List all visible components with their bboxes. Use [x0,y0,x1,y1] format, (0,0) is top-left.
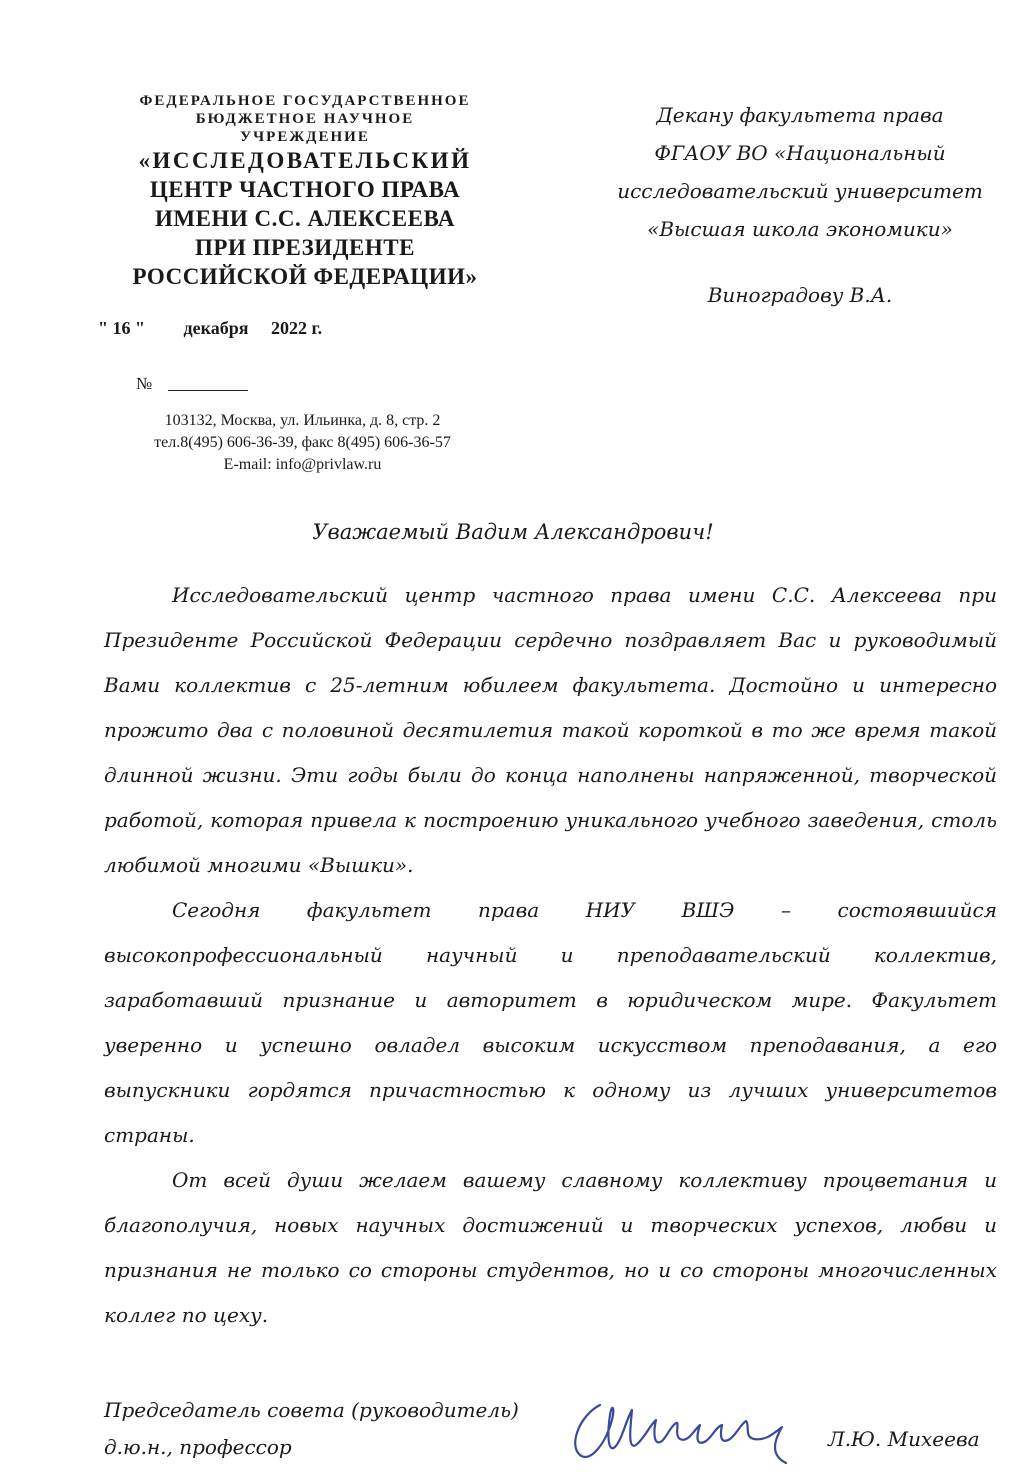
signatory-name: Л.Ю. Михеева [828,1427,980,1451]
address-street: 103132, Москва, ул. Ильинка, д. 8, стр. 2 [164,412,441,429]
signatory-title [104,1392,519,1466]
addressee-name: Виноградову В.А. [707,283,893,307]
addressee-line: «Высшая школа экономики» [647,217,953,241]
sender-name-line: ИМЕНИ С.С. АЛЕКСЕЕВА [155,206,455,231]
date-month: декабря [183,318,249,338]
signatory-title-line: Председатель совета (руководитель) [104,1398,519,1422]
sender-name-line: ЦЕНТР ЧАСТНОГО ПРАВА [149,177,461,202]
body-paragraph: От всей души желаем вашему славному коллективу процветания и благополучия, новых научных достижений и творческих успехов, любви и признания не только со стороны студентов, но и со стороны многочисленных коллег по цеху. [104,1168,997,1327]
sender-line: БЮДЖЕТНОЕ НАУЧНОЕ [195,111,415,127]
date-year: 2022 г. [270,318,323,338]
sender-line: ФЕДЕРАЛЬНОЕ ГОСУДАРСТВЕННОЕ [139,93,471,109]
number-blank [168,380,248,391]
addressee-line: ФГАОУ ВО «Национальный [654,141,946,165]
number-label: № [136,374,153,393]
sender-name-line: РОССИЙСКОЙ ФЕДЕРАЦИИ» [132,264,478,289]
sender-line: УЧРЕЖДЕНИЕ [240,129,370,145]
signatory-degree-line: д.ю.н., профессор [104,1435,292,1459]
sender-block [95,92,515,291]
sender-name-line: ПРИ ПРЕЗИДЕНТЕ [195,235,415,260]
greeting: Уважаемый Вадим Александрович! [312,520,714,544]
letter-number [136,374,248,394]
sender-name-line: «ИССЛЕДОВАТЕЛЬСКИЙ [138,148,472,173]
addressee-block [590,96,1010,314]
letter-date [98,318,322,339]
letter-body [104,573,997,1338]
handwritten-signature [560,1375,820,1475]
body-paragraph: Сегодня факультет права НИУ ВШЭ – состоявшийся высокопрофессиональный научный и преподавательский коллектив, заработавший признание и авторитет в юридическом мире. Факультет уверенно и успешно овладел высоким искусством преподавания, а его выпускники гордятся причастностью к одному из лучших университетов страны. [104,898,997,1147]
sender-address [95,410,510,476]
address-email: E-mail: info@privlaw.ru [223,456,382,473]
addressee-line: Декану факультета права [656,103,944,127]
addressee-line: исследовательский университет [617,179,983,203]
address-phone: тел.8(495) 606-36-39, факс 8(495) 606-36-57 [154,434,451,451]
date-day: " 16 " [98,318,145,338]
body-paragraph: Исследовательский центр частного права имени С.С. Алексеева при Президенте Российской Федерации сердечно поздравляет Вас и руководимый Вами коллектив с 25-летним юбилеем факультета. Достойно и интересно прожито два с половиной десятилетия такой короткой в то же время такой длинной жизни. Эти годы были до конца наполнены напряженной, творческой работой, которая привела к построению уникального учебного заведения, столь любимой многими «Вышки». [104,583,997,877]
